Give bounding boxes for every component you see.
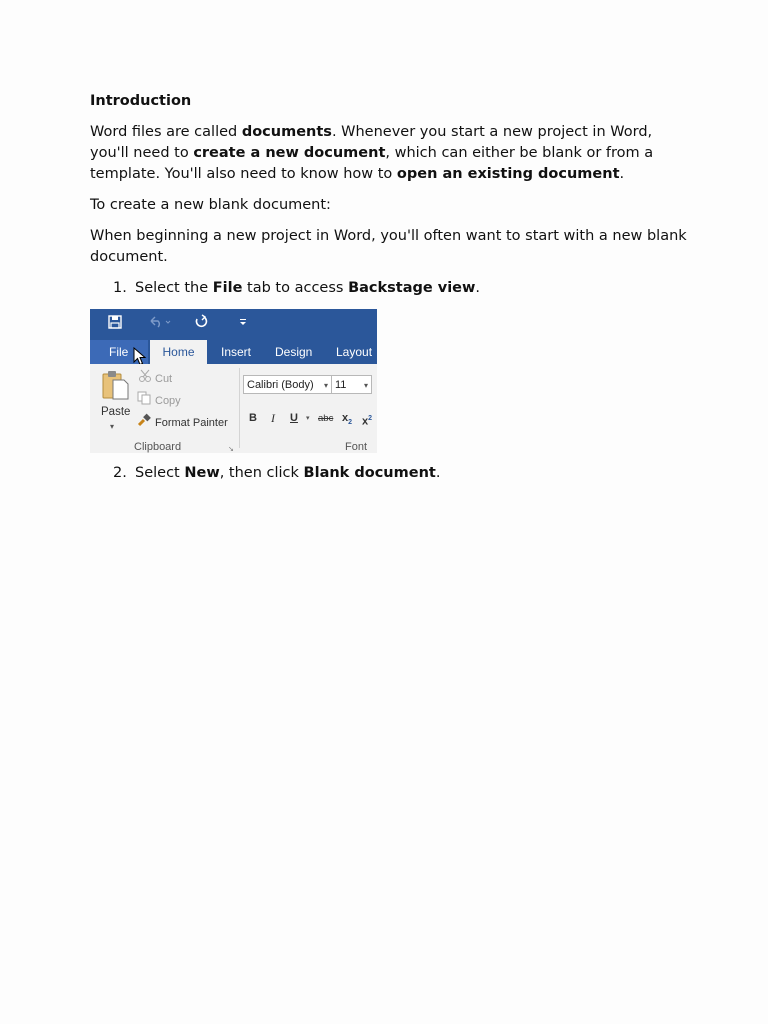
ribbon-home-panel: [90, 364, 377, 453]
format-painter-icon: [137, 413, 152, 427]
tab-layout[interactable]: Layout: [336, 345, 373, 359]
underline-dropdown-icon[interactable]: ▾: [306, 415, 310, 422]
quick-access-toolbar: [90, 309, 377, 340]
step-text: .: [475, 280, 481, 296]
intro-bold-open: open an existing document: [396, 166, 620, 182]
font-size-dropdown-icon[interactable]: ▾: [363, 381, 368, 390]
clipboard-group-label: Clipboard: [134, 441, 182, 453]
font-name-box[interactable]: [243, 375, 332, 394]
intro-bold-documents: documents: [241, 124, 332, 140]
word-ribbon-screenshot: [90, 309, 377, 453]
font-size-box[interactable]: [331, 375, 372, 394]
font-group-label: Font: [345, 441, 368, 453]
steps-list-continued: [90, 463, 690, 484]
subheading-paragraph: To create a new blank document:: [90, 197, 331, 213]
steps-list: [90, 278, 690, 299]
step-text: Select: [135, 465, 185, 481]
clipboard-launcher-icon[interactable]: ↘: [228, 446, 234, 453]
tab-file[interactable]: File: [90, 340, 148, 364]
subscript-button[interactable]: [342, 408, 352, 433]
intro-text-1: Word files are called: [90, 124, 242, 140]
superscript-x: x: [362, 415, 369, 428]
undo-icon[interactable]: [149, 316, 171, 328]
step-text: , then click: [219, 465, 304, 481]
intro-text-2: . Whenever you start a new project in Word, you'll need to: [90, 124, 653, 161]
italic-button[interactable]: I: [271, 411, 275, 425]
font-name-dropdown-icon[interactable]: ▾: [323, 381, 328, 390]
font-size-value: 11: [335, 379, 347, 391]
copy-label[interactable]: Copy: [155, 395, 181, 407]
subscript-mark: 2: [348, 419, 353, 427]
tab-home[interactable]: Home: [150, 340, 207, 364]
intro-text-4: .: [619, 166, 625, 182]
tab-design[interactable]: Design: [275, 345, 313, 359]
step-bold: Blank document: [303, 465, 436, 481]
underline-button[interactable]: U: [290, 412, 298, 424]
font-name-value: Calibri (Body): [247, 379, 314, 391]
copy-icon: [137, 391, 152, 405]
step-number: 1.: [113, 280, 127, 296]
intro-paragraph: [90, 122, 690, 185]
step-text: tab to access: [242, 280, 349, 296]
section-heading: Introduction: [90, 93, 192, 109]
paste-dropdown-icon[interactable]: ▾: [110, 422, 115, 431]
step-bold: Backstage view: [348, 280, 476, 296]
step-text: Select the: [135, 280, 213, 296]
superscript-mark: 2: [368, 415, 373, 422]
step-bold: File: [212, 280, 243, 296]
step-bold: New: [184, 465, 220, 481]
format-painter-label[interactable]: Format Painter: [155, 417, 228, 429]
subscript-x: x: [342, 412, 349, 424]
step-text: .: [435, 465, 441, 481]
tab-insert[interactable]: Insert: [221, 345, 252, 359]
step-item: [90, 278, 690, 299]
cut-label[interactable]: Cut: [155, 373, 173, 385]
step-item: [90, 463, 690, 484]
save-icon[interactable]: [108, 315, 122, 329]
document-page: [90, 91, 690, 494]
blank-doc-paragraph: When beginning a new project in Word, you'll often want to start with a new blank document.: [90, 228, 687, 265]
bold-button[interactable]: B: [249, 412, 257, 424]
customize-qat-icon[interactable]: [239, 318, 247, 326]
strikethrough-button[interactable]: abc: [318, 413, 334, 424]
redo-icon[interactable]: [194, 314, 208, 328]
cut-icon: [138, 369, 152, 383]
paste-icon[interactable]: [102, 370, 130, 400]
step-number: 2.: [113, 465, 127, 481]
group-separator: [239, 368, 240, 448]
intro-bold-create: create a new document: [193, 145, 386, 161]
superscript-button[interactable]: [362, 408, 372, 433]
intro-text-3: , which can either be blank or from a template. You'll also need to know how to: [90, 145, 654, 182]
paste-label[interactable]: Paste: [101, 406, 131, 418]
